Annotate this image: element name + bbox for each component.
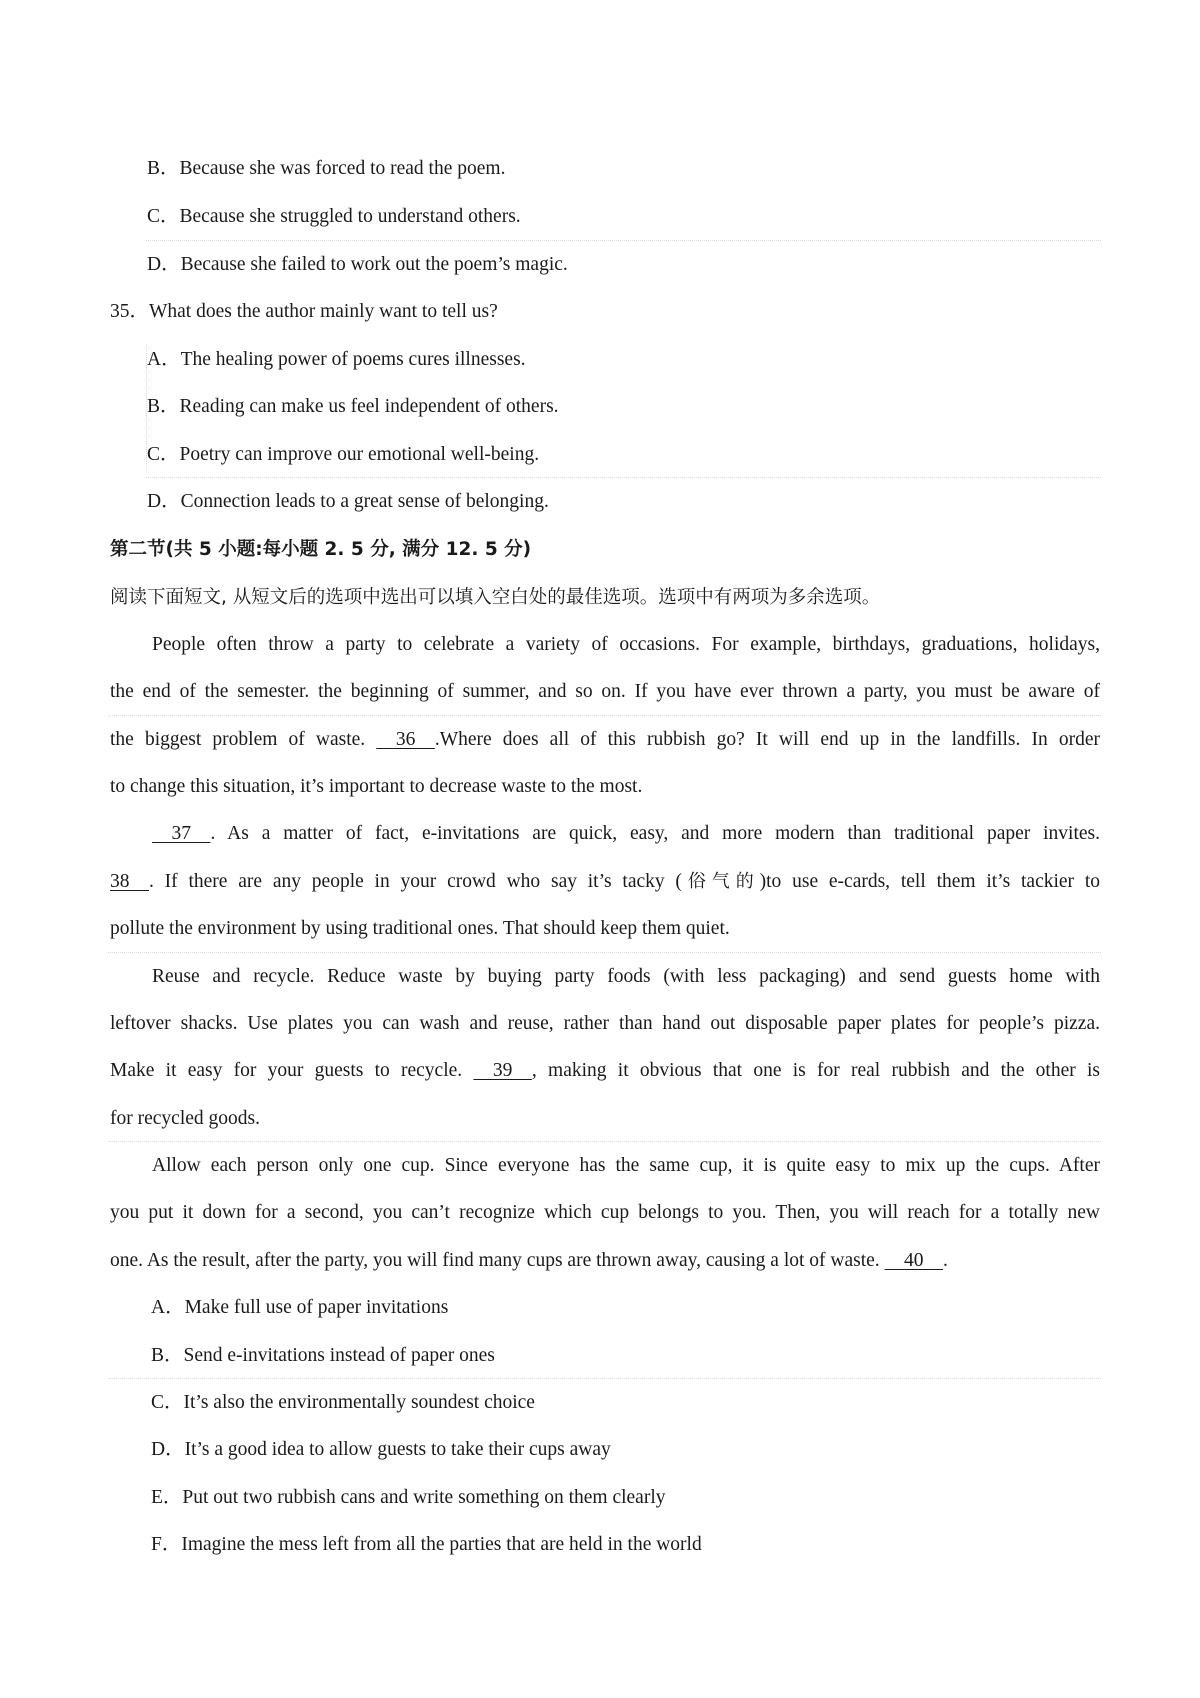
option-e: E．Put out two rubbish cans and write something on them clearly xyxy=(151,1487,666,1508)
passage-line: 37 . As a matter of fact, e-invitations are quick, easy, and more modern than traditional paper invites. xyxy=(152,821,1100,847)
blank-39: 39 xyxy=(473,1060,532,1081)
q34-option-b: B．Because she was forced to read the poem. xyxy=(147,158,506,179)
passage-line: the end of the semester. the beginning of summer, and so on. If you have ever thrown a party, you must be aware of xyxy=(110,681,1100,702)
blank-38: 38 xyxy=(110,871,149,892)
passage-line: leftover shacks. Use plates you can wash and reuse, rather than hand out disposable paper plates for people’s pizza. xyxy=(110,1013,1100,1034)
q35-option-a: A．The healing power of poems cures illnesses. xyxy=(147,349,526,370)
option-c: C．It’s also the environmentally soundest choice xyxy=(151,1392,535,1413)
q35-option-c: C．Poetry can improve our emotional well-being. xyxy=(147,444,540,465)
blank-36: 36 xyxy=(376,729,435,750)
q35-option-b: B．Reading can make us feel independent of others. xyxy=(147,396,559,417)
passage-line: for recycled goods. xyxy=(110,1108,260,1129)
dotted-rule xyxy=(108,1141,1101,1142)
dotted-rule xyxy=(108,715,1101,716)
dotted-rule xyxy=(146,477,1101,478)
passage-line: 38 . If there are any people in your crowd who say it’s tacky (俗气的)to use e-cards, tell them it’s tackier to xyxy=(110,869,1100,895)
passage-line: Make it easy for your guests to recycle. 39 , making it obvious that one is for real rubbish and the other is xyxy=(110,1058,1100,1084)
dotted-rule xyxy=(146,240,1101,241)
option-f: F．Imagine the mess left from all the parties that are held in the world xyxy=(151,1534,702,1555)
dotted-rule xyxy=(108,952,1101,953)
dotted-rule xyxy=(108,1378,1101,1379)
option-d: D．It’s a good idea to allow guests to take their cups away xyxy=(151,1439,611,1460)
option-b: B．Send e-invitations instead of paper ones xyxy=(151,1345,495,1366)
blank-37: 37 xyxy=(152,823,211,844)
passage-line: Allow each person only one cup. Since everyone has the same cup, it is quite easy to mix up the cups. After xyxy=(152,1155,1100,1176)
passage-line: pollute the environment by using traditional ones. That should keep them quiet. xyxy=(110,918,730,939)
passage-line: the biggest problem of waste. 36 .Where does all of this rubbish go? It will end up in the landfills. In order xyxy=(110,727,1100,753)
q34-option-d: D．Because she failed to work out the poem’s magic. xyxy=(147,254,568,275)
q35-stem: 35．What does the author mainly want to tell us? xyxy=(110,301,498,322)
section-instruction: 阅读下面短文, 从短文后的选项中选出可以填入空白处的最佳选项。选项中有两项为多余选项。 xyxy=(110,587,881,608)
blank-40: 40 xyxy=(884,1250,944,1271)
passage-line: you put it down for a second, you can’t recognize which cup belongs to you. Then, you will reach for a totally new xyxy=(110,1202,1100,1223)
q34-option-c: C．Because she struggled to understand others. xyxy=(147,206,521,227)
passage-line: Reuse and recycle. Reduce waste by buying party foods (with less packaging) and send guests home with xyxy=(152,966,1100,987)
passage-line: one. As the result, after the party, you will find many cups are thrown away, causing a lot of waste. 40 . xyxy=(110,1248,948,1274)
q35-option-d: D．Connection leads to a great sense of belonging. xyxy=(147,491,549,512)
passage-line: People often throw a party to celebrate a variety of occasions. For example, birthdays, graduations, holidays, xyxy=(152,634,1100,655)
option-a: A．Make full use of paper invitations xyxy=(151,1297,449,1318)
passage-line: to change this situation, it’s important to decrease waste to the most. xyxy=(110,776,643,797)
section-heading: 第二节(共 5 小题:每小题 2. 5 分, 满分 12. 5 分) xyxy=(110,539,532,560)
